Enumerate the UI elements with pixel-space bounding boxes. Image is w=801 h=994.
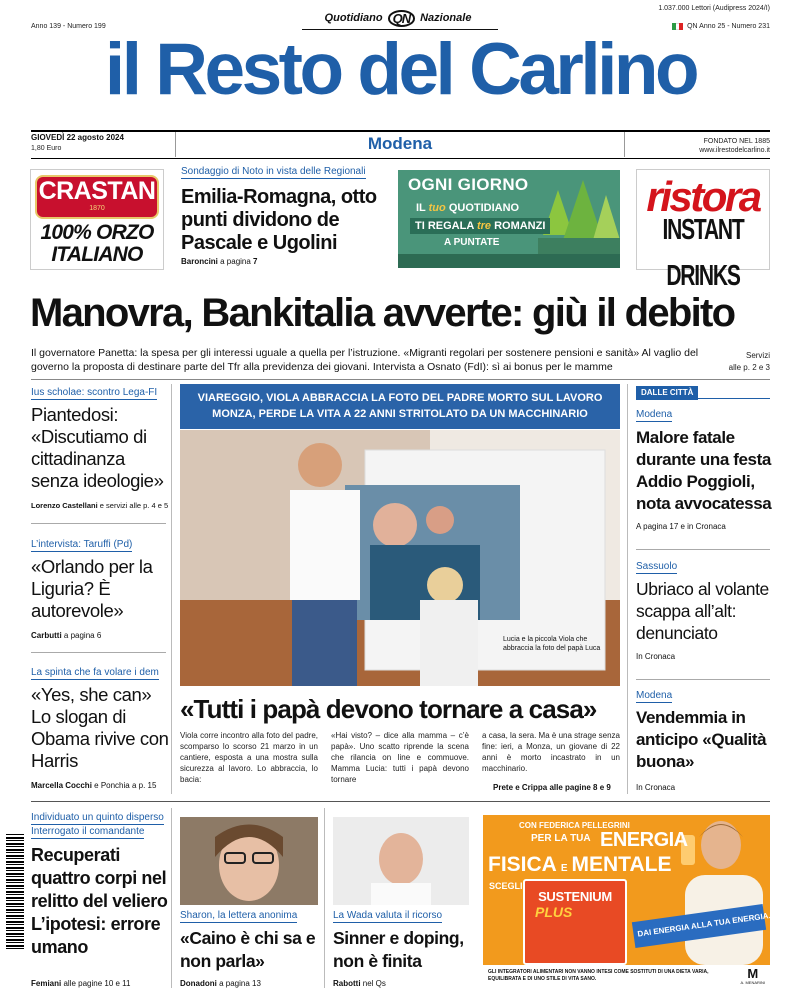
issue-price: 1,80 Euro <box>31 145 62 152</box>
right2-kicker[interactable]: Sassuolo <box>636 561 678 572</box>
right1-credit: A pagina 17 e in Cronaca <box>636 522 726 531</box>
issue-date: GIOVEDÌ 22 agosto 2024 <box>31 133 124 142</box>
left2-headline[interactable]: «Orlando per la Liguria? È autorevole» <box>31 556 153 621</box>
sinner-headline[interactable]: Sinner e doping, non è finita <box>333 928 464 971</box>
ristora-sub: INSTANT DRINKS <box>662 214 744 292</box>
promo-romanzi: ROMANZI <box>494 220 546 232</box>
left1-headline[interactable]: Piantedosi: «Discutiamo di cittadinanza senza ideologie» <box>31 404 164 491</box>
crastan-logo <box>35 175 159 219</box>
ad-e: E <box>560 863 568 874</box>
bottom-vrule-2 <box>324 808 325 988</box>
crastan-line1: 100% ORZO <box>40 221 154 244</box>
barcode <box>6 834 24 949</box>
promo-line1: OGNI GIORNO <box>408 175 529 194</box>
right-divider-2 <box>636 679 770 680</box>
bottom-vrule-1 <box>171 808 172 988</box>
right3-credit: In Cronaca <box>636 783 676 792</box>
center-banner[interactable] <box>180 384 620 429</box>
center-credit: Prete e Crippa alle pagine 8 e 9 <box>493 783 611 792</box>
credit-name: Marcella Cocchi <box>31 781 92 790</box>
ad-scegli: SCEGLI <box>489 881 523 891</box>
promo-line2 <box>416 202 519 214</box>
ristora-brand: ristora <box>646 173 760 220</box>
promo-tuo: tuo <box>428 202 446 214</box>
ristora-ad[interactable] <box>636 169 770 292</box>
ad-fisica: FISICA <box>488 853 557 876</box>
ad-brand2: PLUS <box>535 904 573 920</box>
credit-rest: a pagina 6 <box>61 631 102 640</box>
readers-count: 1.037.000 Lettori (Audipress 2024/I) <box>658 5 770 12</box>
qn-logo: QN <box>388 10 416 27</box>
credit-name: Baroncini <box>181 257 218 266</box>
right3-headline[interactable]: Vendemmia in anticipo «Qualità buona» <box>636 708 767 771</box>
credit-rest: a pagina 13 <box>216 979 261 988</box>
regionali-headline[interactable]: Emilia-Romagna, otto punti dividono de Pascale e Ugolini <box>181 186 377 254</box>
right-divider-1 <box>636 549 770 550</box>
bottom-left-kicker2[interactable]: Interrogato il comandante <box>31 826 145 837</box>
sharon-credit <box>180 979 261 989</box>
banner-line2: MONZA, PERDE LA VITA A 22 ANNI STRITOLATO DA UN MACCHINARIO <box>212 408 588 420</box>
promo-ti-regala: TI REGALA <box>415 220 474 232</box>
sinner-credit <box>333 979 386 989</box>
sharon-headline[interactable]: «Caino è chi sa e non parla» <box>180 928 316 971</box>
sinner-photo <box>333 817 469 905</box>
crastan-line2: ITALIANO <box>51 243 143 266</box>
crastan-ad[interactable] <box>30 169 164 270</box>
sustenium-box <box>523 879 627 965</box>
promo-quotidiano: QUOTIDIANO <box>448 202 520 214</box>
dalle-citta-label: DALLE CITTÀ <box>636 386 698 400</box>
credit-rest: a pagina <box>217 257 254 266</box>
bottom-section-rule <box>31 801 770 802</box>
left1-kicker[interactable]: Ius scholae: scontro Lega-FI <box>31 387 158 398</box>
left1-credit <box>31 501 168 511</box>
center-col2: «Hai visto? – dice alla mamma – c’è papà». Uno scatto riprende la scena che rilancia on line e commuove. Mamma Lucia: tutti i papà devono tornare <box>331 731 469 784</box>
promo-tre: tre <box>476 220 491 232</box>
ad-mentale: MENTALE <box>571 853 672 876</box>
ad-brand: SUSTENIUM <box>538 889 612 904</box>
photo-caption: Lucia e la piccola Viola che abbraccia la foto del papà Luca <box>503 636 601 652</box>
crastan-brand: CRASTAN <box>38 177 156 205</box>
bottom-left-kicker1[interactable]: Individuato un quinto disperso <box>31 812 164 823</box>
sustenium-ad[interactable] <box>483 815 770 987</box>
sinner-portrait-image <box>333 817 469 905</box>
credit-name: Femiani <box>31 979 62 988</box>
left2-credit <box>31 631 101 641</box>
promo-il: IL <box>416 202 426 214</box>
sharon-photo <box>180 817 318 905</box>
quotidiano-label: Quotidiano <box>324 12 383 24</box>
center-headline[interactable]: «Tutti i papà devono tornare a casa» <box>180 694 597 724</box>
main-headline[interactable]: Manovra, Bankitalia avverte: giù il debito <box>30 291 735 335</box>
bottom-left-headline[interactable]: Recuperati quattro corpi nel relitto del veliero L’ipotesi: errore umano <box>31 845 168 957</box>
credit-name: Lorenzo Castellani <box>31 501 98 510</box>
masthead-bottom-rule <box>31 158 770 159</box>
main-servizi <box>729 350 770 374</box>
credit-rest: alle pagine 10 e 11 <box>61 979 131 988</box>
promo-footer-bar <box>398 254 620 268</box>
menarini-logo <box>740 965 765 985</box>
ad-line4-group <box>488 853 671 877</box>
right3-kicker[interactable]: Modena <box>636 690 673 701</box>
crastan-year: 1870 <box>89 205 105 212</box>
promo-line4: A PUNTATE <box>444 237 500 248</box>
sharon-kicker[interactable]: Sharon, la lettera anonima <box>180 910 298 921</box>
center-col1: Viola corre incontro alla foto del padre, scomparso lo scorso 21 marzo in un cantiere, esposta a una mostra sulla sicurezza al lavoro. Lo abbraccia, lo bacia: <box>180 731 318 784</box>
right1-kicker[interactable]: Modena <box>636 409 673 420</box>
newspaper-title[interactable]: il Resto del Carlino <box>104 29 697 110</box>
founded-label: FONDATO NEL 1885 <box>703 138 770 145</box>
left3-kicker[interactable]: La spinta che fa volare i dem <box>31 667 159 678</box>
issue-number-left: Anno 139 - Numero 199 <box>31 23 106 30</box>
nazionale-label: Nazionale <box>420 12 472 24</box>
banner-line1: VIAREGGIO, VIOLA ABBRACCIA LA FOTO DEL PADRE MORTO SUL LAVORO <box>197 392 603 404</box>
ad-line2: PER LA TUA <box>531 833 591 844</box>
right1-headline[interactable]: Malore fatale durante una festa Addio Poggioli, nota avvocatessa <box>636 428 772 513</box>
regionali-kicker[interactable]: Sondaggio di Noto in vista delle Regionali <box>181 166 366 177</box>
credit-rest: nel Qs <box>360 979 386 988</box>
ad-disclaimer: GLI INTEGRATORI ALIMENTARI NON VANNO INTESI COME SOSTITUTI DI UNA DIETA VARIA, EQUILIBRATA E DI UNO STILE DI VITA SANO. <box>488 969 709 982</box>
credit-name: Donadoni <box>180 979 217 988</box>
credit-rest: e Ponchia a p. 15 <box>91 781 157 790</box>
ad-line3: ENERGIA <box>600 829 688 851</box>
menarini-m-icon: M <box>747 965 759 981</box>
ad-slogan: DAI ENERGIA ALLA TUA ENERGIA. <box>632 904 766 948</box>
right2-headline[interactable]: Ubriaco al volante scappa all’alt: denunciato <box>636 579 769 643</box>
promo-line3 <box>410 218 550 234</box>
servizi-label: Servizi <box>745 351 770 360</box>
qn-issue-label: QN Anno 25 - Numero 231 <box>687 23 770 30</box>
left2-kicker[interactable]: L’intervista: Taruffi (Pd) <box>31 539 133 550</box>
left-divider-2 <box>31 652 166 653</box>
center-photo <box>180 430 620 686</box>
left-divider-1 <box>31 523 166 524</box>
ad-footer <box>483 965 770 987</box>
dalle-citta-rule <box>636 398 770 399</box>
servizi-pages: alle p. 2 e 3 <box>728 363 770 372</box>
romanzi-promo-ad[interactable] <box>398 170 620 268</box>
right-vrule <box>627 384 628 794</box>
website-link[interactable]: www.ilrestodelcarlino.it <box>699 147 770 154</box>
sinner-kicker[interactable]: La Wada valuta il ricorso <box>333 910 443 921</box>
ad-maker: A. MENARINI <box>740 979 765 985</box>
left3-credit <box>31 781 156 791</box>
woman-portrait-image <box>180 817 318 905</box>
credit-name: Rabotti <box>333 979 361 988</box>
bottom-left-credit <box>31 979 130 989</box>
credit-name: Carbutti <box>31 631 62 640</box>
right2-credit: In Cronaca <box>636 652 676 661</box>
left3-headline[interactable]: «Yes, she can» Lo slogan di Obama rivive con Harris <box>31 684 169 771</box>
edition-name[interactable]: Modena <box>175 132 625 157</box>
main-rule <box>31 379 770 380</box>
center-col3: a casa, la sera. Ma è una strage senza fine: ieri, a Monza, un giovane di 22 anni è morto incastrato in un macchinario. <box>482 731 620 773</box>
main-summary: Il governatore Panetta: la spesa per gli interessi uguale a quella per l’istruzione. «Migranti regolari per sostenere pensioni e sanità» Al vaglio del governo la proposta di destinare parte del Tfr alla previdenza dei giovani. Intervista a Osnato (FdI): sì ai bonus per le mamme <box>31 347 699 373</box>
regionali-credit <box>181 257 258 267</box>
ad-line1: CON FEDERICA PELLEGRINI <box>519 821 630 830</box>
credit-page: 7 <box>253 257 258 266</box>
credit-rest: e servizi alle p. 4 e 5 <box>97 501 169 510</box>
left-vrule <box>171 384 172 794</box>
